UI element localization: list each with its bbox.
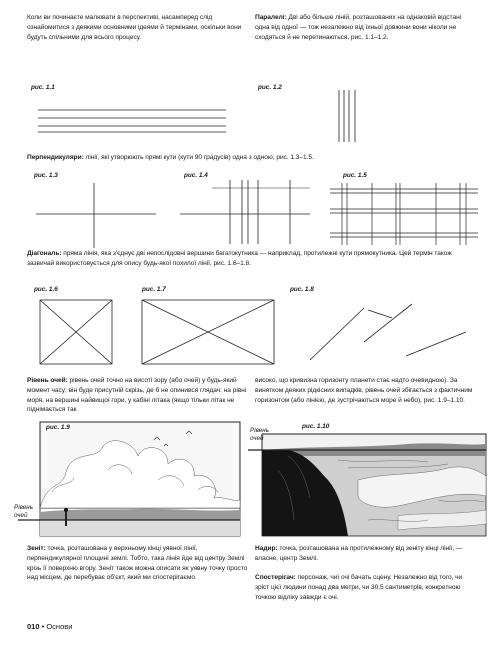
nadir-text: точка, розташована на протилежному від зеніту кінці лінії, — власне, центр Землі. <box>255 545 463 562</box>
eye-level-paragraph-left <box>27 376 249 415</box>
figure-label-1-9: рис. 1.9 <box>46 424 70 431</box>
figure-label-1-10: рис. 1.10 <box>302 423 330 430</box>
observer-text: персонаж, чиї очі бачать сцену. Незалежно від того, чи зріст цієї людини понад два метри, чи 30,5 сантиметрів, конкретною точкою відліку завжди є очі. <box>255 574 463 601</box>
diagonal-paragraph <box>27 249 479 269</box>
figure-1-10-aerial-landscape-illustration <box>248 420 488 538</box>
diagonal-term: Діагональ: <box>27 250 62 257</box>
perpendiculars-paragraph <box>27 153 477 163</box>
zenith-text: точка, розташована у верхньому кінці уявної лінії, перпендикулярної площині землі. Тобто, така лінія йде від центру Землі крізь її поверхню вгору. Зеніт також можна описати як уявну точку просто над місцем, де перебуває об'єкт, який ми спостерігаємо. <box>27 545 248 582</box>
intro-text: Коли ви починаєте малювати в перспективі, насамперед слід ознайомитися з деякими основними ідеями й термінами, оскільки вони будуть спільними для всього процесу. <box>27 14 242 41</box>
observer-paragraph <box>255 573 477 602</box>
figure-1-3-perpendicular-cross <box>32 180 162 250</box>
zenith-term: Зеніт: <box>27 545 46 552</box>
eye-level-text-left: рівень очей точно на висоті зору (або очей) у будь-який момент часу; він буде присутній скрізь, де б не опинився глядач: на рівні моря, на вершині найвищої гори, у кабіні літака (якщо тільки літак не піднімається так <box>27 377 247 414</box>
figure-label-1-7: рис. 1.7 <box>142 286 166 293</box>
footer-section: Основи <box>46 622 73 631</box>
figure-label-1-1: рис. 1.1 <box>31 84 55 91</box>
parallels-term: Паралелі: <box>255 14 287 21</box>
page-number: 010 <box>27 622 40 631</box>
nadir-term: Надир: <box>255 545 278 552</box>
figure-1-7-rectangle-diagonals <box>138 296 278 368</box>
perpendiculars-term: Перпендикуляри: <box>27 154 84 161</box>
figure-1-6-rectangle-diagonals <box>36 296 116 368</box>
eye-level-label-1: Рівень очей <box>14 504 34 519</box>
figure-1-4-perpendicular-grid <box>176 178 316 248</box>
zenith-paragraph <box>27 544 249 583</box>
observer-term: Спостерігач: <box>255 574 296 581</box>
figure-1-9-cloud-landscape-illustration <box>18 420 242 538</box>
eye-level-label-2: Рівень очей <box>250 427 270 442</box>
figure-label-1-5: рис. 1.5 <box>343 172 367 179</box>
figure-label-1-4: рис. 1.4 <box>184 172 208 179</box>
diagonal-text: пряма лінія, яка з'єднує дві непослідовні вершини багатокутника — наприклад, протилежні кути прямокутника. Цей термін також зазвичай використовується для опису будь-якої похилої лінії, рис. 1.6–1.8. <box>27 250 452 267</box>
figure-1-2-vertical-lines <box>330 84 370 144</box>
intro-paragraph <box>27 13 249 42</box>
perpendiculars-text: лінії, які утворюють прямі кути (кути 90 градусів) одна з одною, рис. 1.3–1.5. <box>83 154 314 161</box>
page-footer <box>27 622 72 631</box>
parallels-text: Дві або більше ліній, розташованих на однаковій відстані одна від одної — тож незалежно від їхньої довжини вони ніколи не сходяться й не перетинаються, рис. 1.1–1.2. <box>255 14 462 41</box>
footer-bullet: • <box>41 622 45 631</box>
nadir-paragraph <box>255 544 477 564</box>
figure-label-1-2: рис. 1.2 <box>258 84 282 91</box>
parallels-paragraph <box>255 13 477 42</box>
figure-1-8-oblique-lines <box>296 296 472 368</box>
figure-label-1-3: рис. 1.3 <box>34 172 58 179</box>
figure-1-5-perpendicular-frame <box>328 181 480 247</box>
figure-label-1-6: рис. 1.6 <box>34 286 58 293</box>
eye-level-paragraph-right <box>255 376 477 405</box>
figure-1-1-parallel-lines <box>30 94 230 136</box>
eye-level-term: Рівень очей: <box>27 377 68 384</box>
figure-label-1-8: рис. 1.8 <box>290 286 314 293</box>
eye-level-text-right: високо, що кривизна горизонту планети стає надто очевидною). За винятком деяких рідкісних випадків, рівень очей збігається з фактичним горизонтом (або лінією, де зустрічаються море й небо), рис. 1.9–1.10. <box>255 377 473 404</box>
